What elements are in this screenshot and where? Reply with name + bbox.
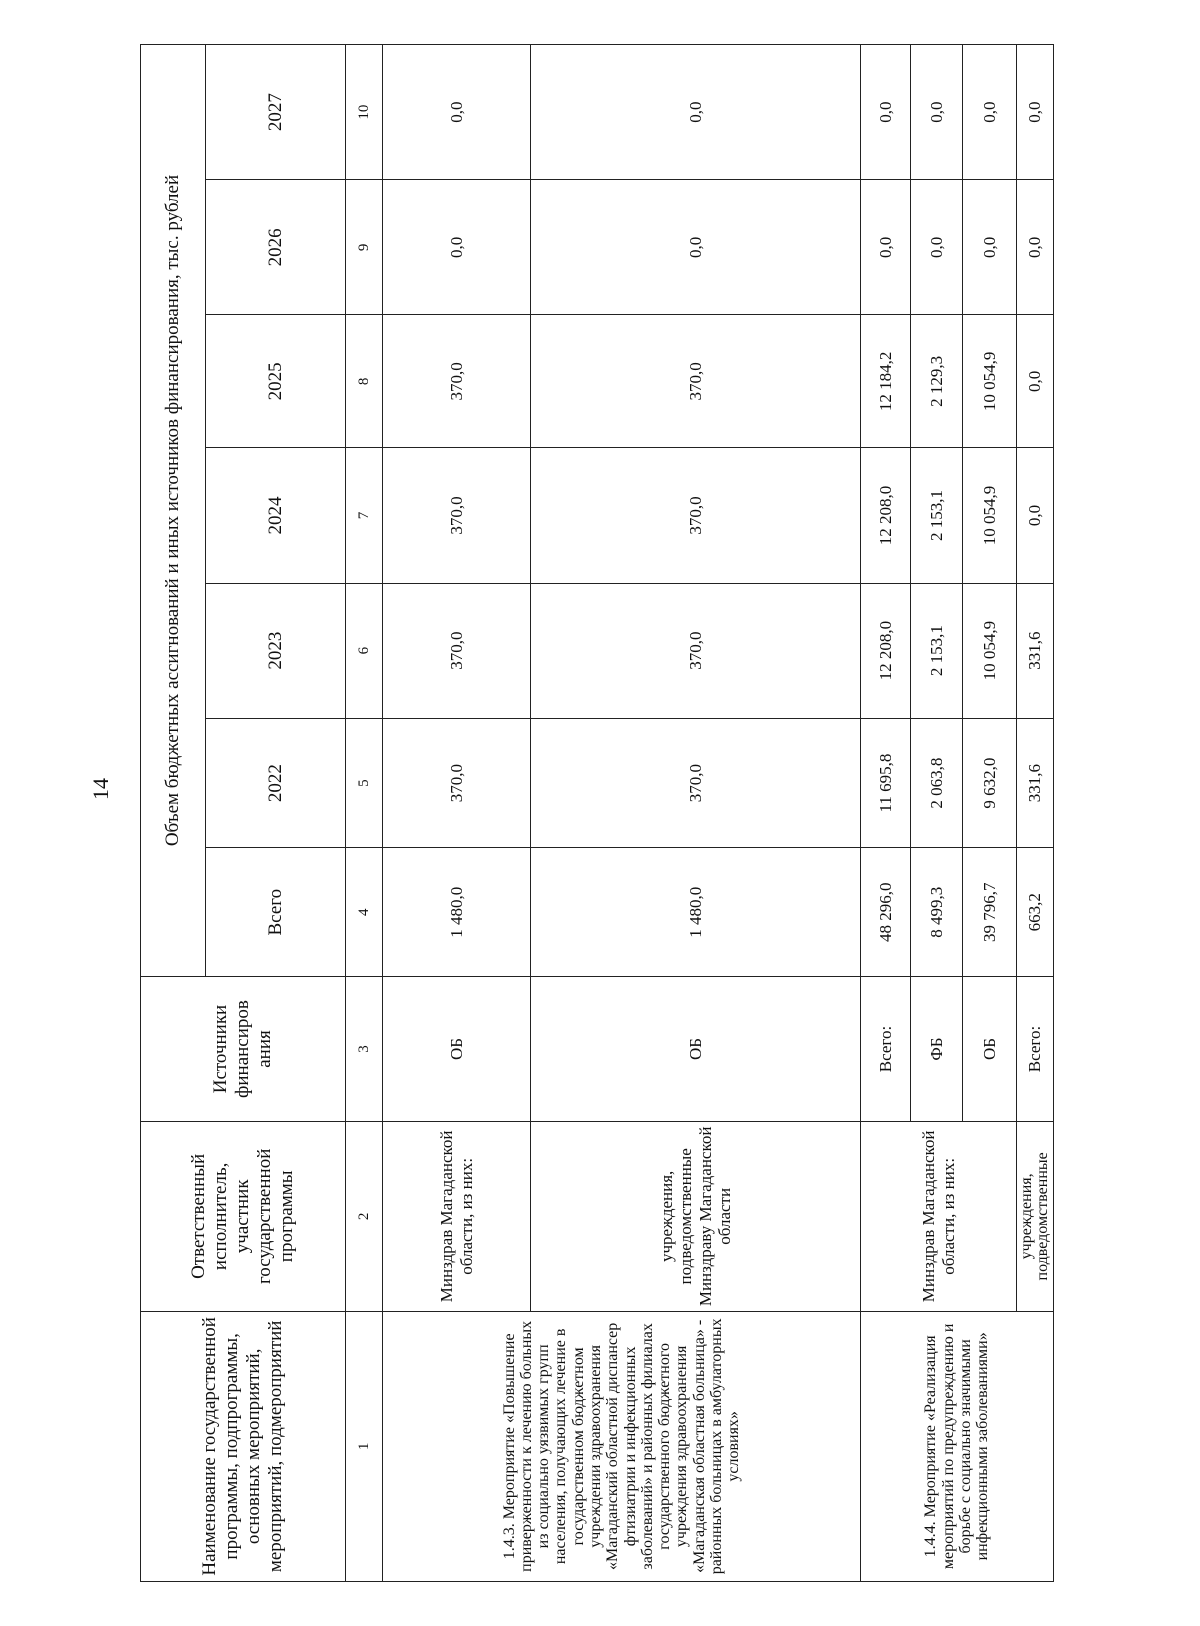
value-cell: 1 480,0 <box>383 848 531 977</box>
measure-1-4-3-source-2: ОБ <box>531 977 861 1122</box>
col-index-1: 1 <box>346 1311 383 1581</box>
measure-1-4-3-executor: Минздрав Магаданской области, из них: <box>383 1122 531 1312</box>
budget-table <box>140 44 1054 1582</box>
header-year-2025: 2025 <box>206 315 346 448</box>
value-cell: 48 296,0 <box>861 848 911 977</box>
value-cell: 0,0 <box>531 45 861 180</box>
col-index-3: 3 <box>346 977 383 1122</box>
value-cell: 331,6 <box>1017 718 1054 848</box>
value-cell: 370,0 <box>531 448 861 583</box>
value-cell: 2 153,1 <box>911 583 963 718</box>
value-cell: 2 063,8 <box>911 718 963 848</box>
value-cell: 11 695,8 <box>861 718 911 848</box>
value-cell: 0,0 <box>963 180 1017 315</box>
value-cell: 370,0 <box>383 315 531 448</box>
header-name: Наименование государственной программы, подпрограммы, основных мероприятий, мероприятий, подмероприятий <box>141 1311 346 1581</box>
value-cell: 12 208,0 <box>861 583 911 718</box>
rotated-table-container <box>140 44 1051 1582</box>
value-cell: 370,0 <box>383 448 531 583</box>
measure-1-4-4-executor: Минздрав Магаданской области, из них: <box>861 1122 1017 1312</box>
measure-1-4-4-source-ob: ОБ <box>963 977 1017 1122</box>
measure-1-4-4-source-total-2: Всего: <box>1017 977 1054 1122</box>
header-year-2023: 2023 <box>206 583 346 718</box>
value-cell: 2 153,1 <box>911 448 963 583</box>
measure-1-4-3-institutions: учреждения, подведомственные Минздраву Магаданской области <box>531 1122 861 1312</box>
value-cell: 370,0 <box>531 583 861 718</box>
measure-1-4-4-source-fb: ФБ <box>911 977 963 1122</box>
header-source: Источники финансиров ания <box>141 977 346 1122</box>
value-cell: 331,6 <box>1017 583 1054 718</box>
header-budget-volume: Объем бюджетных ассигнований и иных источников финансирования, тыс. рублей <box>141 45 206 977</box>
col-index-5: 5 <box>346 718 383 848</box>
value-cell: 0,0 <box>1017 315 1054 448</box>
value-cell: 0,0 <box>861 180 911 315</box>
value-cell: 1 480,0 <box>531 848 861 977</box>
value-cell: 0,0 <box>1017 180 1054 315</box>
col-index-10: 10 <box>346 45 383 180</box>
measure-1-4-4-name: 1.4.4. Мероприятие «Реализация мероприятий по предупреждению и борьбе с социально значимыми инфекционными заболеваниями» <box>861 1311 1054 1581</box>
value-cell: 0,0 <box>1017 45 1054 180</box>
value-cell: 2 129,3 <box>911 315 963 448</box>
value-cell: 0,0 <box>1017 448 1054 583</box>
header-year-2024: 2024 <box>206 448 346 583</box>
value-cell: 0,0 <box>963 45 1017 180</box>
col-index-2: 2 <box>346 1122 383 1312</box>
value-cell: 12 208,0 <box>861 448 911 583</box>
value-cell: 39 796,7 <box>963 848 1017 977</box>
value-cell: 8 499,3 <box>911 848 963 977</box>
page-number: 14 <box>88 778 113 800</box>
col-index-8: 8 <box>346 315 383 448</box>
value-cell: 0,0 <box>861 45 911 180</box>
col-index-7: 7 <box>346 448 383 583</box>
measure-1-4-4-source-total: Всего: <box>861 977 911 1122</box>
value-cell: 9 632,0 <box>963 718 1017 848</box>
value-cell: 10 054,9 <box>963 583 1017 718</box>
value-cell: 0,0 <box>531 180 861 315</box>
measure-1-4-4-institutions: учреждения, подведомственные <box>1017 1122 1054 1312</box>
value-cell: 663,2 <box>1017 848 1054 977</box>
col-index-9: 9 <box>346 180 383 315</box>
value-cell: 370,0 <box>531 718 861 848</box>
value-cell: 0,0 <box>383 180 531 315</box>
measure-1-4-3-source: ОБ <box>383 977 531 1122</box>
value-cell: 370,0 <box>531 315 861 448</box>
header-year-2026: 2026 <box>206 180 346 315</box>
value-cell: 10 054,9 <box>963 315 1017 448</box>
value-cell: 370,0 <box>383 583 531 718</box>
value-cell: 0,0 <box>911 45 963 180</box>
header-year-2022: 2022 <box>206 718 346 848</box>
header-executor: Ответственный исполнитель, участник государственной программы <box>141 1122 346 1312</box>
header-total: Всего <box>206 848 346 977</box>
value-cell: 0,0 <box>911 180 963 315</box>
value-cell: 370,0 <box>383 718 531 848</box>
header-year-2027: 2027 <box>206 45 346 180</box>
col-index-6: 6 <box>346 583 383 718</box>
value-cell: 10 054,9 <box>963 448 1017 583</box>
col-index-4: 4 <box>346 848 383 977</box>
value-cell: 12 184,2 <box>861 315 911 448</box>
measure-1-4-3-name: 1.4.3. Мероприятие «Повышение приверженности к лечению больных из социально уязвимых групп населения, получающих лечение в государственном бюджетном учреждении здравоохранения «Магаданский областной диспансер фтизиатрии и инфекционных заболеваний» и районных филиалах государственного бюджетного учреждения здравоохранения «Магаданская областная больница» - районных больницах в амбулаторных условиях» <box>383 1311 861 1581</box>
value-cell: 0,0 <box>383 45 531 180</box>
